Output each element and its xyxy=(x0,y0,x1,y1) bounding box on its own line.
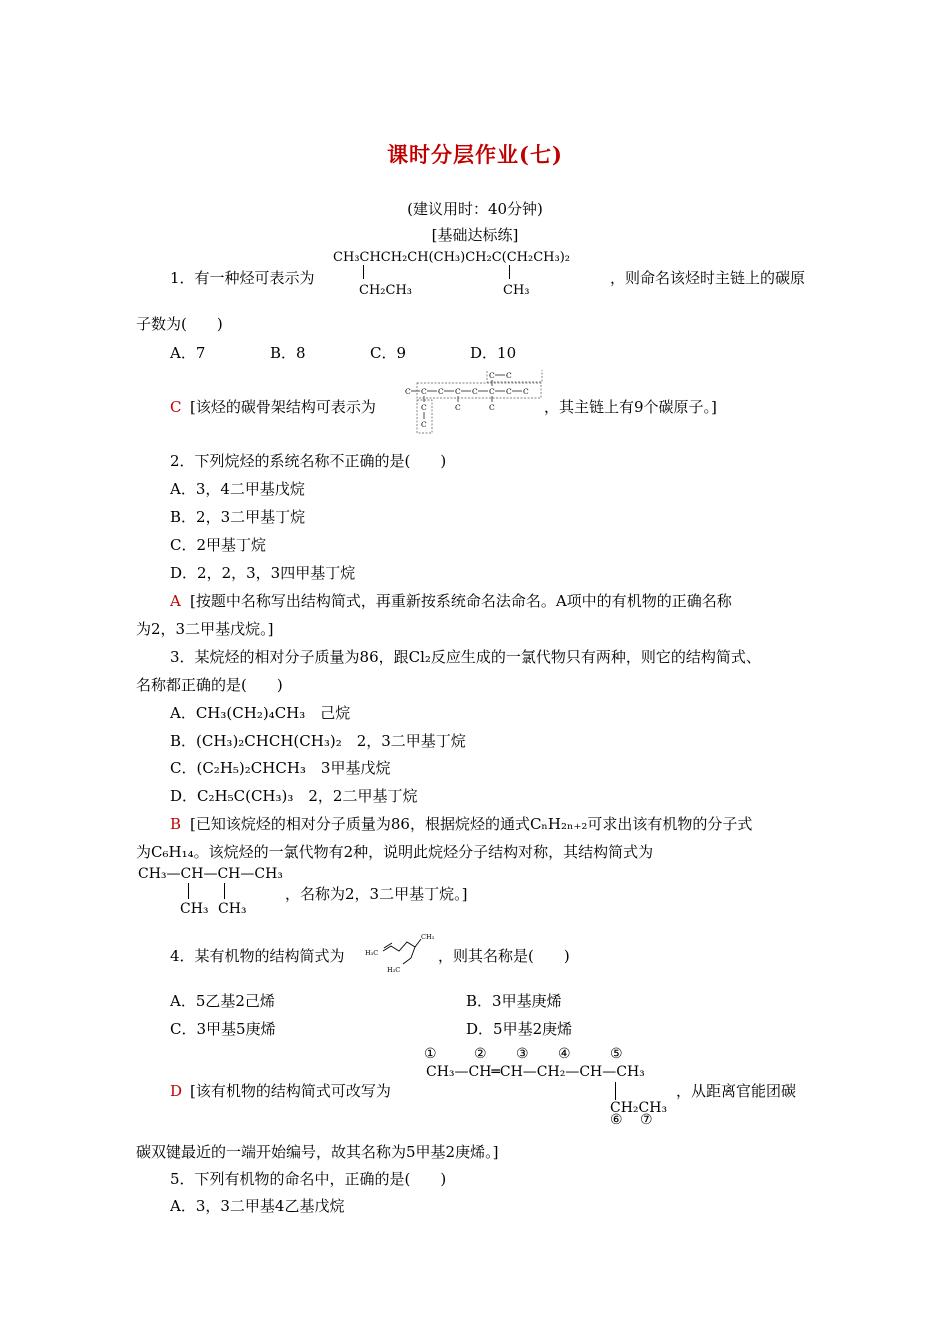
q3-bond-2 xyxy=(224,883,225,899)
q3-stem-1: 3．某烷烃的相对分子质量为86，跟Cl₂反应生成的一氯代物只有两种，则它的结构简式、 xyxy=(170,648,761,666)
q2-explanation-2: 为2，3二甲基戊烷。] xyxy=(136,620,274,638)
q1-branch-1: CH₂CH₃ xyxy=(359,283,412,298)
q4-explanation-2: 碳双键最近的一端开始编号，故其名称为5甲基2庚烯。] xyxy=(136,1143,499,1161)
svg-text:C: C xyxy=(455,387,461,396)
svg-text:C: C xyxy=(421,420,427,429)
svg-text:C: C xyxy=(438,387,444,396)
q4-explanation: [该有机物的结构简式可改写为 xyxy=(190,1082,391,1100)
q3-answer: B xyxy=(170,815,182,833)
q3-structure xyxy=(138,864,288,920)
q3-structure-main: CH₃—CH—CH—CH₃ xyxy=(138,866,283,882)
q1-option-c: C．9 xyxy=(370,344,407,362)
q2-explanation-1: [按题中名称写出结构简式，再重新按系统命名法命名。A项中的有机物的正确名称 xyxy=(190,592,732,610)
q5-option-a: A．3，3二甲基4乙基戊烷 xyxy=(170,1197,345,1215)
svg-text:C: C xyxy=(405,387,411,396)
q3-explanation-3: ，名称为2，3二甲基丁烷。] xyxy=(285,885,468,903)
svg-text:C: C xyxy=(421,387,427,396)
q3-option-d: D．C₂H₅C(CH₃)₃ 2，2二甲基丁烷 xyxy=(170,787,418,805)
q4-label-h3c-1: H₃C xyxy=(365,949,379,957)
q1-option-b: B．8 xyxy=(270,344,306,362)
q4-num-2: ② xyxy=(474,1046,487,1062)
page-title: 课时分层作业(七) xyxy=(387,142,563,167)
svg-text:C: C xyxy=(455,403,461,412)
q4-label-ch3: CH₃ xyxy=(421,933,435,941)
q4-label-h3c-2: H₃C xyxy=(387,966,401,974)
q4-option-d: D．5甲基2庚烯 xyxy=(466,1020,573,1038)
svg-text:C: C xyxy=(489,403,495,412)
q1-carbon-skeleton xyxy=(403,370,543,436)
q1-stem: 1．有一种烃可表示为 xyxy=(170,269,315,287)
svg-text:C: C xyxy=(489,371,495,380)
q3-option-a: A．CH₃(CH₂)₄CH₃ 己烷 xyxy=(170,704,351,722)
q3-explanation-1: [已知该烷烃的相对分子质量为86，根据烷烃的通式CₙH₂ₙ₊₂可求出该有机物的分子式 xyxy=(190,815,753,833)
q2-stem: 2．下列烷烃的系统名称不正确的是( ) xyxy=(170,452,447,470)
q1-stem-cont: 子数为( ) xyxy=(136,315,223,333)
q4-stem: 4．某有机物的结构简式为 xyxy=(170,947,345,965)
q4-stem-post: ，则其名称是( ) xyxy=(438,947,570,965)
q4-num-6: ⑥ xyxy=(610,1112,623,1128)
q2-answer: A xyxy=(170,592,181,610)
q3-explanation-2: 为C₆H₁₄。该烷烃的一氯代物有2种，说明此烷烃分子结构对称，其结构简式为 xyxy=(136,843,654,861)
q1-stem-post: ，则命名该烃时主链上的碳原 xyxy=(610,269,806,287)
q3-branch-1: CH₃ xyxy=(180,901,209,917)
q1-bond-2 xyxy=(509,265,510,279)
q1-formula xyxy=(333,248,603,300)
q4-num-7: ⑦ xyxy=(640,1112,653,1128)
q2-option-c: C．2甲基丁烷 xyxy=(170,536,267,554)
q4-explanation-post: ，从距离官能团碳 xyxy=(676,1082,797,1100)
q4-option-a: A．5乙基2己烯 xyxy=(170,992,275,1010)
q4-answer: D xyxy=(170,1082,183,1100)
q1-bond-1 xyxy=(363,265,364,279)
q3-bond-1 xyxy=(188,883,189,899)
svg-text:C: C xyxy=(472,387,478,396)
q1-explanation-post: ，其主链上有9个碳原子。] xyxy=(544,398,717,416)
q2-option-a: A．3，4二甲基戊烷 xyxy=(170,480,305,498)
svg-text:C: C xyxy=(506,387,512,396)
time-note: (建议用时：40分钟) xyxy=(407,200,543,218)
q1-explanation: [该烃的碳骨架结构可表示为 xyxy=(190,398,376,416)
q3-option-c: C．(C₂H₅)₂CHCH₃ 3甲基戊烷 xyxy=(170,759,391,777)
q4-num-4: ④ xyxy=(558,1046,571,1062)
q4-num-5: ⑤ xyxy=(610,1046,623,1062)
q1-answer: C xyxy=(170,398,182,416)
q1-option-d: D．10 xyxy=(470,344,517,362)
section-label: [基础达标练] xyxy=(431,226,519,244)
q3-stem-2: 名称都正确的是( ) xyxy=(136,676,283,694)
svg-text:C: C xyxy=(523,387,529,396)
q3-option-b: B．(CH₃)₂CHCH(CH₃)₂ 2，3二甲基丁烷 xyxy=(170,732,466,750)
q2-option-d: D．2，2，3，3四甲基丁烷 xyxy=(170,564,356,582)
svg-text:C: C xyxy=(506,371,512,380)
q3-branch-2: CH₃ xyxy=(218,901,247,917)
q4-skeletal-structure xyxy=(363,928,438,978)
svg-text:C: C xyxy=(489,387,495,396)
q4-structure-main: CH₃—CH═CH—CH₂—CH—CH₃ xyxy=(426,1064,645,1080)
q1-option-a: A．7 xyxy=(170,344,206,362)
q1-branch-2: CH₃ xyxy=(503,283,530,298)
q4-option-b: B．3甲基庚烯 xyxy=(466,992,562,1010)
svg-text:C: C xyxy=(421,403,427,412)
q4-numbered-structure xyxy=(424,1044,684,1128)
q1-formula-main: CH₃CHCH₂CH(CH₃)CH₂C(CH₂CH₃)₂ xyxy=(333,250,570,265)
q4-option-c: C．3甲基5庚烯 xyxy=(170,1020,276,1038)
q5-stem: 5．下列有机物的命名中，正确的是( ) xyxy=(170,1170,447,1188)
q4-structure-branch: CH₂CH₃ xyxy=(610,1100,668,1116)
q4-num-1: ① xyxy=(424,1046,437,1062)
q4-num-3: ③ xyxy=(516,1046,529,1062)
q2-option-b: B．2，3二甲基丁烷 xyxy=(170,508,306,526)
